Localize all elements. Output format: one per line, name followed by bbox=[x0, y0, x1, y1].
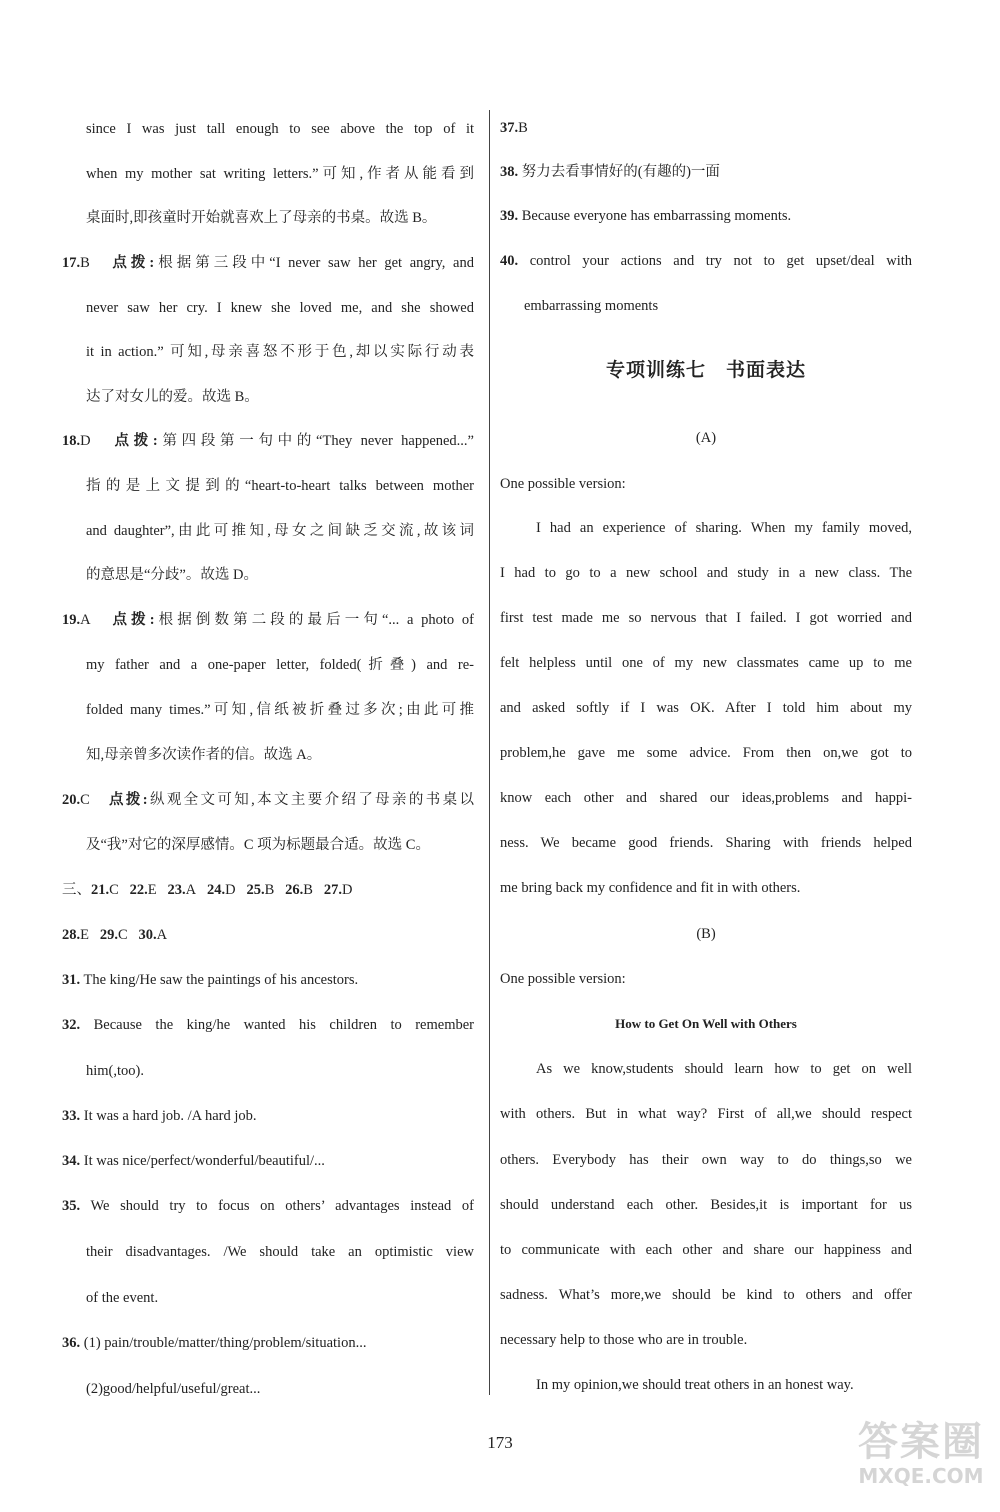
answer-letter: A bbox=[80, 612, 90, 628]
watermark-url: MXQE.COM bbox=[858, 1464, 984, 1488]
question-number: 29. bbox=[99, 927, 118, 943]
answer-letter: C bbox=[109, 882, 119, 898]
text-line: (2)good/helpful/useful/great... bbox=[86, 1381, 261, 1397]
essay-line: felt helpless until one of my new classmates came up to me bbox=[500, 655, 912, 671]
hint-tag: 点拨: bbox=[112, 255, 155, 271]
question-number: 40. bbox=[500, 253, 519, 269]
essay-line: and asked softly if I was OK. After I told him about my bbox=[500, 700, 912, 716]
question-number: 26. bbox=[285, 882, 304, 898]
text-line: my father and a one-paper letter, folded(折叠) and re- bbox=[86, 657, 474, 673]
text-line: when my mother sat writing letters.”可知,作者从能看到 bbox=[86, 166, 474, 182]
question-number: 34. bbox=[62, 1153, 81, 1169]
answer-letter: B bbox=[303, 882, 313, 898]
answer-text: (1) pain/trouble/matter/thing/problem/situation... bbox=[83, 1335, 367, 1351]
version-intro: One possible version: bbox=[500, 476, 626, 492]
answer-letter: D bbox=[225, 882, 236, 898]
answer-letter: B bbox=[80, 255, 90, 271]
answer-letter: A bbox=[185, 882, 197, 898]
question-number: 28. bbox=[62, 927, 81, 943]
section-heading: 专项训练七 书面表达 bbox=[605, 360, 806, 381]
answer-letter: E bbox=[147, 882, 157, 898]
text-line: their disadvantages. /We should take an optimistic view bbox=[86, 1244, 474, 1260]
question-number: 37. bbox=[500, 120, 519, 136]
section-three-answers-cont bbox=[62, 925, 474, 945]
text-line: 桌面时,即孩童时开始就喜欢上了母亲的书桌。故选 B。 bbox=[86, 210, 437, 226]
text-line: 达了对女儿的爱。故选 B。 bbox=[86, 389, 259, 405]
question-number: 24. bbox=[207, 882, 226, 898]
answer-37 bbox=[500, 118, 912, 138]
essay-line: problem,he gave me some advice. From then on,we got to bbox=[500, 745, 912, 761]
page-number: 173 bbox=[487, 1433, 513, 1452]
answer-32 bbox=[62, 1015, 474, 1035]
answer-text: We should try to focus on others’ advantages instead of bbox=[90, 1198, 474, 1214]
essay-line: ness. We became good friends. Sharing with friends helped bbox=[500, 835, 912, 851]
hint-text: 第四段第一句中的“They never happened...” bbox=[157, 433, 474, 449]
text-line: him(,too). bbox=[86, 1063, 144, 1079]
question-number: 33. bbox=[62, 1108, 81, 1124]
question-number: 21. bbox=[91, 882, 110, 898]
essay-line: should understand each other. Besides,it is important for us bbox=[500, 1197, 912, 1213]
text-line: folded many times.”可知,信纸被折叠过多次;由此可推 bbox=[86, 702, 474, 718]
essay-line: necessary help to those who are in trouble. bbox=[500, 1332, 748, 1348]
answer-31 bbox=[62, 970, 474, 990]
essay-line: first test made me so nervous that I failed. I got worried and bbox=[500, 610, 912, 626]
answer-34 bbox=[62, 1151, 474, 1171]
question-number: 19. bbox=[62, 612, 81, 628]
essay-line: I had to go to a new school and study in a new class. The bbox=[500, 565, 912, 581]
essay-line: I had an experience of sharing. When my family moved, bbox=[536, 520, 912, 536]
section-prefix: 三、 bbox=[62, 882, 91, 898]
answer-19 bbox=[62, 610, 474, 630]
answer-letter: C bbox=[80, 792, 90, 808]
answer-39 bbox=[500, 206, 912, 226]
text-line: 知,母亲曾多次读作者的信。故选 A。 bbox=[86, 747, 322, 763]
hint-tag: 点拨: bbox=[112, 612, 155, 628]
question-number: 23. bbox=[167, 882, 186, 898]
text-line: 指的是上文提到的“heart-to-heart talks between mother bbox=[86, 478, 474, 494]
answer-33 bbox=[62, 1106, 474, 1126]
essay-line: sadness. What’s more,we should be kind to others and offer bbox=[500, 1287, 912, 1303]
answer-text: Because the king/he wanted his children to remember bbox=[93, 1017, 474, 1033]
question-number: 27. bbox=[323, 882, 342, 898]
answer-text: It was a hard job. /A hard job. bbox=[83, 1108, 257, 1124]
hint-text: 根据第三段中“I never saw her get angry, and bbox=[154, 255, 474, 271]
essay-line: In my opinion,we should treat others in an honest way. bbox=[536, 1377, 854, 1393]
question-number: 31. bbox=[62, 972, 81, 988]
essay-line: me bring back my confidence and fit in with others. bbox=[500, 880, 801, 896]
question-number: 18. bbox=[62, 433, 81, 449]
question-number: 17. bbox=[62, 255, 81, 271]
question-number: 32. bbox=[62, 1017, 81, 1033]
answer-17 bbox=[62, 253, 474, 273]
question-number: 38. bbox=[500, 164, 519, 180]
question-number: 36. bbox=[62, 1335, 81, 1351]
hint-text: 纵观全文可知,本文主要介绍了母亲的书桌以 bbox=[147, 792, 474, 808]
question-number: 39. bbox=[500, 208, 519, 224]
essay-line: know each other and shared our ideas,problems and happi- bbox=[500, 790, 912, 806]
answer-18 bbox=[62, 431, 474, 451]
essay-title: How to Get On Well with Others bbox=[615, 1016, 797, 1031]
hint-text: 根据倒数第二段的最后一句“... a photo of bbox=[154, 612, 474, 628]
text-line: 的意思是“分歧”。故选 D。 bbox=[86, 567, 258, 583]
answer-text: 努力去看事情好的(有趣的)一面 bbox=[521, 164, 720, 180]
part-label-a: (A) bbox=[695, 430, 717, 446]
question-number: 35. bbox=[62, 1198, 81, 1214]
answer-40 bbox=[500, 251, 912, 271]
answer-text: It was nice/perfect/wonderful/beautiful/... bbox=[83, 1153, 325, 1169]
hint-tag: 点拨: bbox=[114, 433, 158, 449]
answer-text: The king/He saw the paintings of his ancestors. bbox=[83, 972, 359, 988]
watermark-text: 答案圈 bbox=[858, 1419, 984, 1465]
question-number: 20. bbox=[62, 792, 81, 808]
hint-tag: 点拨: bbox=[109, 792, 148, 808]
question-number: 30. bbox=[138, 927, 157, 943]
answer-38 bbox=[500, 162, 912, 182]
text-line: it in action.” 可知,母亲喜怒不形于色,却以实际行动表 bbox=[86, 344, 474, 360]
text-line: of the event. bbox=[86, 1290, 159, 1306]
text-line: since I was just tall enough to see above the top of it bbox=[86, 121, 474, 137]
answer-letter: D bbox=[341, 882, 353, 898]
answer-text: control your actions and try not to get upset/deal with bbox=[529, 253, 912, 269]
question-number: 25. bbox=[246, 882, 265, 898]
answer-letter: A bbox=[156, 927, 168, 943]
answer-35 bbox=[62, 1196, 474, 1216]
answer-20 bbox=[62, 790, 474, 810]
part-label-b: (B) bbox=[696, 926, 716, 942]
section-three-answers bbox=[62, 880, 474, 900]
text-line: and daughter”,由此可推知,母女之间缺乏交流,故该词 bbox=[86, 523, 474, 539]
version-intro: One possible version: bbox=[500, 971, 626, 987]
text-line: 及“我”对它的深厚感情。C 项为标题最合适。故选 C。 bbox=[86, 837, 430, 853]
answer-text: B bbox=[518, 120, 528, 136]
answer-letter: E bbox=[80, 927, 89, 943]
text-line: never saw her cry. I knew she loved me, and she showed bbox=[86, 300, 474, 316]
question-number: 22. bbox=[129, 882, 148, 898]
answer-letter: D bbox=[80, 433, 91, 449]
answer-letter: C bbox=[117, 927, 128, 943]
answer-letter: B bbox=[264, 882, 275, 898]
answer-text: Because everyone has embarrassing moments. bbox=[521, 208, 792, 224]
watermark-logo bbox=[846, 1420, 996, 1488]
essay-line: to communicate with each other and share our happiness and bbox=[500, 1242, 912, 1258]
answer-36 bbox=[62, 1333, 474, 1353]
essay-line: with others. But in what way? First of all,we should respect bbox=[500, 1106, 912, 1122]
column-divider bbox=[489, 110, 490, 1395]
essay-line: As we know,students should learn how to get on well bbox=[536, 1061, 912, 1077]
essay-line: others. Everybody has their own way to do things,so we bbox=[500, 1152, 912, 1168]
text-line: embarrassing moments bbox=[524, 298, 659, 314]
